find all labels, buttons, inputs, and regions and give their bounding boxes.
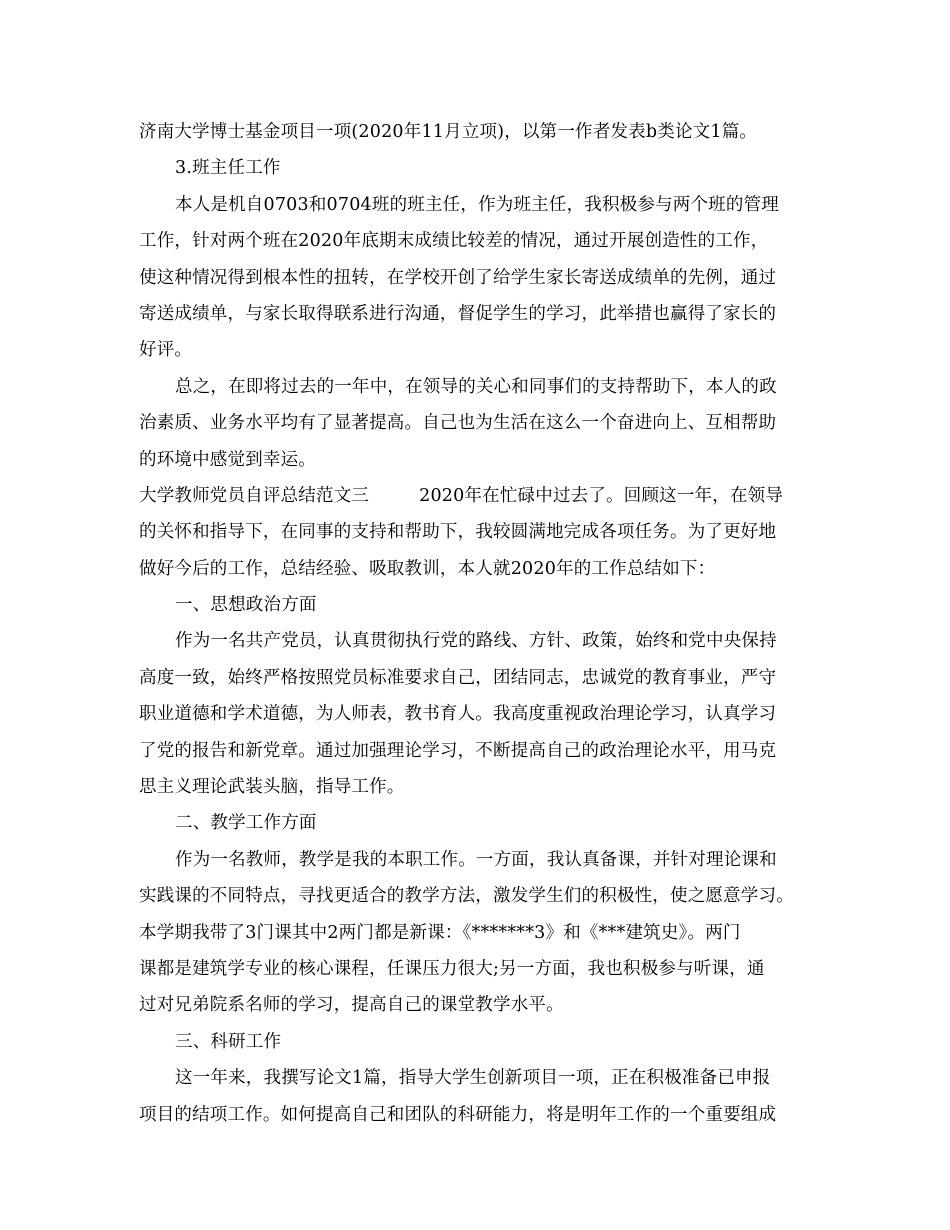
text-line-content: 过对兄弟院系名师的学习，提高自己的课堂教学水平。 [139,995,564,1016]
text-line [139,951,829,987]
text-line [139,660,829,696]
text-line-content: 这一年来，我撰写论文1篇，指导大学生创新项目一项，正在积极准备已申报 [175,1068,771,1089]
text-line [139,478,829,514]
text-line-content: 济南大学博士基金项目一项(2020年11月立项)，以第一作者发表b类论文1篇。 [139,122,758,142]
text-line-content: 治素质、业务水平均有了显著提高。自己也为生活在这么一个奋进向上、互相帮助 [139,413,777,434]
text-line-content: 思主义理论武装头脑，指导工作。 [139,777,405,798]
text-line [139,514,829,550]
text-line-continuation: 2020年在忙碌中过去了。回顾这一年，在领导 [419,485,784,506]
text-line-content: 实践课的不同特点，寻找更适合的教学方法，激发学生们的积极性，使之愿意学习。 [139,886,794,907]
text-line-content: 工作，针对两个班在2020年底期末成绩比较差的情况，通过开展创造性的工作， [139,231,769,252]
text-line [139,405,829,441]
text-line [139,1024,829,1060]
text-line-content: 寄送成绩单，与家长取得联系进行沟通，督促学生的学习，此举措也赢得了家长的 [139,303,777,324]
text-line [139,369,829,405]
document-body [139,114,829,1133]
text-line-content: 三、科研工作 [175,1031,282,1052]
text-line [139,915,829,951]
text-line-content: 高度一致，始终严格按照党员标准要求自己，团结同志，忠诚党的教育事业，严守 [139,667,777,688]
text-line-content: 好评。 [139,340,193,361]
text-line [139,223,829,259]
text-line-content: 使这种情况得到根本性的扭转，在学校开创了给学生家长寄送成绩单的先例，通过 [139,267,777,288]
text-line [139,332,829,368]
text-line [139,623,829,659]
text-line [139,733,829,769]
text-line-content: 本人是机自0703和0704班的班主任，作为班主任，我积极参与两个班的管理 [175,194,779,215]
text-line [139,296,829,332]
text-line-content: 3.班主任工作 [175,158,281,179]
text-line [139,769,829,805]
text-line-content: 二、教学工作方面 [175,813,317,834]
text-line-content: 职业道德和学术道德，为人师表，教书育人。我高度重视政治理论学习，认真学习 [139,704,777,725]
text-line-content: 项目的结项工作。如何提高自己和团队的科研能力，将是明年工作的一个重要组成 [139,1104,777,1125]
text-line-content: 课都是建筑学专业的核心课程，任课压力很大;另一方面，我也积极参与听课，通 [139,958,765,979]
text-line-content: 作为一名教师，教学是我的本职工作。一方面，我认真备课，并针对理论课和 [175,849,777,870]
text-line [139,1097,829,1133]
text-line [139,114,829,150]
text-line [139,587,829,623]
text-line [139,150,829,186]
text-line-content: 一、思想政治方面 [175,595,317,616]
text-line [139,696,829,732]
text-line [139,987,829,1023]
text-line-content: 作为一名共产党员，认真贯彻执行党的路线、方针、政策，始终和党中央保持 [175,631,777,652]
text-line [139,260,829,296]
text-line [139,187,829,223]
text-line-content: 做好今后的工作，总结经验、吸取教训，本人就2020年的工作总结如下： [139,558,716,579]
text-line-content: 了党的报告和新党章。通过加强理论学习，不断提高自己的政治理论水平，用马克 [139,740,777,761]
text-line [139,1060,829,1096]
text-line-content: 本学期我带了3门课其中2两门都是新课：《*******3》和《***建筑史》。两门 [139,922,741,943]
text-line-content: 的关怀和指导下，在同事的支持和帮助下，我较圆满地完成各项任务。为了更好地 [139,522,777,543]
text-line [139,878,829,914]
text-line-content: 大学教师党员自评总结范文三 [139,485,370,506]
text-line [139,842,829,878]
text-line-content: 总之，在即将过去的一年中，在领导的关心和同事们的支持帮助下，本人的政 [175,376,777,397]
text-line [139,551,829,587]
text-line-content: 的环境中感觉到幸运。 [139,449,316,470]
text-line [139,805,829,841]
text-line [139,442,829,478]
